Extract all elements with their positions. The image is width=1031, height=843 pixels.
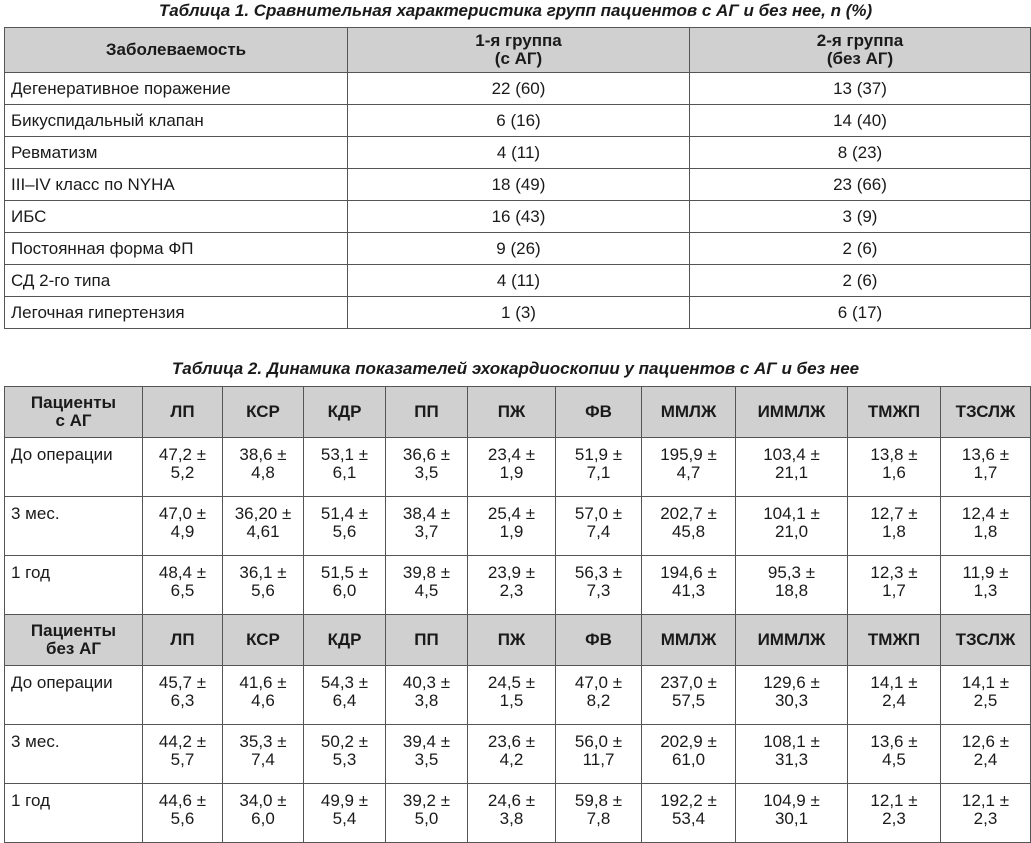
morbidity-name: Легочная гипертензия [5, 297, 348, 329]
header-group1-sub: (с АГ) [494, 49, 543, 68]
mean-value: 59,8 ± [574, 791, 623, 810]
value-cell [468, 666, 556, 725]
mean-value: 24,6 ± [487, 791, 536, 810]
group-title-line2: с АГ [55, 411, 92, 430]
sd-value: 4,61 [246, 522, 280, 541]
column-header: ТЗСЛЖ [941, 387, 1031, 438]
sd-value: 5,0 [414, 809, 439, 828]
group-title-line2: без АГ [45, 639, 102, 658]
echo-dynamics-table [4, 386, 1031, 843]
row-label: 1 год [5, 784, 143, 843]
value-cell [556, 497, 642, 556]
value-cell [386, 784, 468, 843]
sd-value: 4,2 [499, 750, 524, 769]
value-cell [304, 438, 386, 497]
mean-value: 195,9 ± [660, 445, 717, 464]
value-cell [143, 438, 223, 497]
sd-value: 57,5 [671, 691, 706, 710]
sd-value: 4,5 [882, 750, 906, 769]
mean-value: 13,6 ± [870, 732, 918, 751]
mean-value: 48,4 ± [158, 563, 207, 582]
sd-value: 7,4 [586, 522, 611, 541]
sd-value: 31,3 [774, 750, 809, 769]
mean-value: 47,0 ± [158, 504, 207, 523]
value-cell [736, 438, 848, 497]
sd-value: 18,8 [774, 581, 809, 600]
value-cell [304, 666, 386, 725]
sd-value: 5,6 [251, 581, 275, 600]
mean-value: 25,4 ± [487, 504, 536, 523]
header-group2 [690, 28, 1031, 73]
sd-value: 5,7 [170, 750, 195, 769]
value-cell [223, 497, 304, 556]
column-header: ТМЖП [848, 615, 941, 666]
value-cell [941, 725, 1031, 784]
column-header: КСР [223, 387, 304, 438]
column-header: КСР [223, 615, 304, 666]
column-header: ФВ [556, 387, 642, 438]
mean-value: 12,1 ± [870, 791, 918, 810]
mean-value: 38,6 ± [239, 445, 287, 464]
sd-value: 1,9 [499, 463, 524, 482]
sd-value: 6,3 [170, 691, 195, 710]
value-cell [386, 725, 468, 784]
mean-value: 45,7 ± [158, 673, 207, 692]
group-title [5, 387, 143, 438]
mean-value: 50,2 ± [320, 732, 369, 751]
column-header: ПЖ [468, 615, 556, 666]
sd-value: 6,4 [332, 691, 357, 710]
value-cell [736, 497, 848, 556]
column-header: ПП [386, 387, 468, 438]
table-row [5, 265, 1031, 297]
table2-caption: Таблица 2. Динамика показателей эхокардиоскопии у пациентов с АГ и без нее [171, 359, 860, 378]
morbidity-name: Дегенеративное поражение [5, 73, 348, 105]
value-cell [223, 666, 304, 725]
morbidity-name: Постоянная форма ФП [5, 233, 348, 265]
group2-value: 6 (17) [690, 297, 1031, 329]
sd-value: 1,7 [882, 581, 906, 600]
header-group1 [348, 28, 690, 73]
group-title [5, 615, 143, 666]
mean-value: 34,0 ± [239, 791, 287, 810]
group1-value: 9 (26) [348, 233, 690, 265]
sd-value: 21,0 [774, 522, 809, 541]
table-row [5, 105, 1031, 137]
mean-value: 108,1 ± [763, 732, 820, 751]
sd-value: 1,5 [499, 691, 524, 710]
sd-value: 61,0 [671, 750, 706, 769]
sd-value: 2,4 [973, 750, 998, 769]
sd-value: 5,6 [170, 809, 195, 828]
group2-value: 13 (37) [690, 73, 1031, 105]
value-cell [386, 666, 468, 725]
mean-value: 51,5 ± [320, 563, 369, 582]
sd-value: 3,8 [499, 809, 524, 828]
mean-value: 41,6 ± [239, 673, 287, 692]
mean-value: 49,9 ± [320, 791, 369, 810]
value-cell [941, 497, 1031, 556]
value-cell [736, 784, 848, 843]
mean-value: 38,4 ± [402, 504, 451, 523]
mean-value: 53,1 ± [320, 445, 369, 464]
morbidity-name: Бикуспидальный клапан [5, 105, 348, 137]
value-cell [143, 666, 223, 725]
mean-value: 39,8 ± [402, 563, 451, 582]
mean-value: 51,9 ± [574, 445, 623, 464]
sd-value: 6,5 [170, 581, 195, 600]
value-cell [848, 666, 941, 725]
value-cell [642, 556, 736, 615]
sd-value: 7,8 [586, 809, 611, 828]
value-cell [848, 556, 941, 615]
row-label: До операции [5, 438, 143, 497]
value-cell [642, 438, 736, 497]
sd-value: 6,0 [332, 581, 357, 600]
value-cell [468, 556, 556, 615]
column-header: КДР [304, 615, 386, 666]
table-row [5, 73, 1031, 105]
table-row [5, 297, 1031, 329]
morbidity-name: Ревматизм [5, 137, 348, 169]
value-cell [223, 784, 304, 843]
mean-value: 13,6 ± [961, 445, 1010, 464]
mean-value: 36,20 ± [234, 504, 292, 523]
mean-value: 12,3 ± [870, 563, 918, 582]
mean-value: 44,2 ± [158, 732, 207, 751]
group1-value: 6 (16) [348, 105, 690, 137]
sd-value: 3,5 [414, 750, 439, 769]
column-header: ИММЛЖ [736, 387, 848, 438]
value-cell [941, 784, 1031, 843]
sd-value: 53,4 [671, 809, 706, 828]
mean-value: 44,6 ± [158, 791, 207, 810]
group2-value: 14 (40) [690, 105, 1031, 137]
mean-value: 12,4 ± [961, 504, 1010, 523]
table-row [5, 497, 1031, 556]
sd-value: 5,2 [170, 463, 195, 482]
value-cell [143, 556, 223, 615]
sd-value: 4,9 [170, 522, 195, 541]
mean-value: 95,3 ± [767, 563, 816, 582]
value-cell [736, 725, 848, 784]
value-cell [941, 438, 1031, 497]
sd-value: 2,5 [973, 691, 998, 710]
sd-value: 5,3 [332, 750, 357, 769]
mean-value: 23,6 ± [487, 732, 536, 751]
value-cell [736, 666, 848, 725]
row-label: 1 год [5, 556, 143, 615]
value-cell [848, 784, 941, 843]
value-cell [143, 497, 223, 556]
mean-value: 103,4 ± [763, 445, 820, 464]
value-cell [556, 666, 642, 725]
value-cell [386, 556, 468, 615]
mean-value: 192,2 ± [660, 791, 717, 810]
sd-value: 8,2 [586, 691, 611, 710]
row-label: До операции [5, 666, 143, 725]
mean-value: 14,1 ± [961, 673, 1010, 692]
sd-value: 5,4 [332, 809, 357, 828]
mean-value: 47,0 ± [574, 673, 623, 692]
comparison-table [4, 27, 1031, 329]
group-header-row [5, 615, 1031, 666]
mean-value: 35,3 ± [239, 732, 287, 751]
sd-value: 1,8 [973, 522, 998, 541]
column-header: ТЗСЛЖ [941, 615, 1031, 666]
group1-value: 4 (11) [348, 137, 690, 169]
value-cell [304, 725, 386, 784]
value-cell [304, 556, 386, 615]
table-row [5, 725, 1031, 784]
sd-value: 4,5 [414, 581, 439, 600]
value-cell [223, 725, 304, 784]
table-row [5, 666, 1031, 725]
mean-value: 23,4 ± [487, 445, 536, 464]
table2-body [5, 387, 1031, 843]
value-cell [143, 784, 223, 843]
value-cell [223, 556, 304, 615]
table-row [5, 201, 1031, 233]
group-header-row [5, 387, 1031, 438]
sd-value: 3,8 [414, 691, 439, 710]
value-cell [304, 497, 386, 556]
mean-value: 237,0 ± [660, 673, 717, 692]
sd-value: 6,1 [332, 463, 357, 482]
value-cell [468, 497, 556, 556]
value-cell [468, 725, 556, 784]
value-cell [223, 438, 304, 497]
mean-value: 12,6 ± [961, 732, 1010, 751]
mean-value: 36,1 ± [239, 563, 287, 582]
group1-value: 18 (49) [348, 169, 690, 201]
column-header: ИММЛЖ [736, 615, 848, 666]
group1-value: 22 (60) [348, 73, 690, 105]
mean-value: 194,6 ± [660, 563, 717, 582]
value-cell [941, 556, 1031, 615]
group-title-line1: Пациенты [30, 621, 117, 640]
group1-value: 4 (11) [348, 265, 690, 297]
mean-value: 39,4 ± [402, 732, 451, 751]
sd-value: 1,9 [499, 522, 524, 541]
value-cell [642, 666, 736, 725]
value-cell [736, 556, 848, 615]
table-row [5, 137, 1031, 169]
table1-caption: Таблица 1. Сравнительная характеристика групп пациентов с АГ и без нее, n (%) [158, 1, 873, 20]
mean-value: 12,7 ± [870, 504, 918, 523]
sd-value: 1,6 [882, 463, 906, 482]
group2-value: 2 (6) [690, 265, 1031, 297]
header-morbidity: Заболеваемость [5, 28, 348, 73]
column-header: ММЛЖ [642, 615, 736, 666]
group1-value: 16 (43) [348, 201, 690, 233]
table1-body [5, 73, 1031, 329]
table-row [5, 233, 1031, 265]
sd-value: 11,7 [582, 750, 615, 769]
mean-value: 11,9 ± [962, 563, 1009, 582]
sd-value: 1,7 [973, 463, 998, 482]
column-header: ЛП [143, 615, 223, 666]
mean-value: 104,1 ± [763, 504, 820, 523]
table-row [5, 556, 1031, 615]
mean-value: 39,2 ± [402, 791, 451, 810]
mean-value: 202,9 ± [660, 732, 717, 751]
mean-value: 56,3 ± [574, 563, 623, 582]
mean-value: 104,9 ± [763, 791, 820, 810]
value-cell [468, 784, 556, 843]
morbidity-name: СД 2-го типа [5, 265, 348, 297]
mean-value: 54,3 ± [320, 673, 369, 692]
header-group1-title: 1-я группа [475, 31, 562, 50]
value-cell [642, 725, 736, 784]
group2-value: 2 (6) [690, 233, 1031, 265]
column-header: ФВ [556, 615, 642, 666]
sd-value: 41,3 [671, 581, 706, 600]
sd-value: 7,3 [586, 581, 611, 600]
value-cell [386, 497, 468, 556]
row-label: 3 мес. [5, 497, 143, 556]
sd-value: 7,4 [251, 750, 275, 769]
value-cell [468, 438, 556, 497]
sd-value: 4,8 [251, 463, 275, 482]
table-row [5, 169, 1031, 201]
mean-value: 129,6 ± [763, 673, 820, 692]
sd-value: 6,0 [251, 809, 275, 828]
sd-value: 1,8 [882, 522, 906, 541]
value-cell [848, 438, 941, 497]
mean-value: 56,0 ± [574, 732, 623, 751]
header-group2-title: 2-я группа [816, 31, 904, 50]
mean-value: 24,5 ± [487, 673, 536, 692]
mean-value: 51,4 ± [320, 504, 369, 523]
sd-value: 3,5 [414, 463, 439, 482]
group1-value: 1 (3) [348, 297, 690, 329]
group-title-line1: Пациенты [30, 393, 117, 412]
sd-value: 5,6 [332, 522, 357, 541]
mean-value: 12,1 ± [961, 791, 1010, 810]
group2-value: 3 (9) [690, 201, 1031, 233]
value-cell [556, 725, 642, 784]
sd-value: 2,3 [499, 581, 524, 600]
mean-value: 202,7 ± [660, 504, 717, 523]
value-cell [848, 497, 941, 556]
column-header: КДР [304, 387, 386, 438]
morbidity-name: ИБС [5, 201, 348, 233]
sd-value: 4,6 [251, 691, 275, 710]
mean-value: 23,9 ± [487, 563, 536, 582]
sd-value: 2,3 [973, 809, 998, 828]
sd-value: 30,3 [774, 691, 809, 710]
table1-header-row [5, 28, 1031, 73]
column-header: ММЛЖ [642, 387, 736, 438]
column-header: ЛП [143, 387, 223, 438]
sd-value: 30,1 [774, 809, 809, 828]
sd-value: 1,3 [973, 581, 998, 600]
value-cell [642, 784, 736, 843]
value-cell [556, 784, 642, 843]
mean-value: 36,6 ± [402, 445, 451, 464]
mean-value: 47,2 ± [158, 445, 207, 464]
column-header: ТМЖП [848, 387, 941, 438]
value-cell [143, 725, 223, 784]
value-cell [556, 556, 642, 615]
value-cell [941, 666, 1031, 725]
value-cell [556, 438, 642, 497]
row-label: 3 мес. [5, 725, 143, 784]
sd-value: 7,1 [586, 463, 611, 482]
sd-value: 21,1 [774, 463, 809, 482]
group2-value: 23 (66) [690, 169, 1031, 201]
table-row [5, 784, 1031, 843]
mean-value: 14,1 ± [870, 673, 918, 692]
value-cell [386, 438, 468, 497]
mean-value: 57,0 ± [574, 504, 623, 523]
header-group2-sub: (без АГ) [826, 49, 894, 68]
value-cell [642, 497, 736, 556]
sd-value: 3,7 [414, 522, 439, 541]
value-cell [304, 784, 386, 843]
table-row [5, 438, 1031, 497]
column-header: ПП [386, 615, 468, 666]
mean-value: 13,8 ± [870, 445, 918, 464]
morbidity-name: III–IV класс по NYHA [5, 169, 348, 201]
sd-value: 2,3 [882, 809, 906, 828]
group2-value: 8 (23) [690, 137, 1031, 169]
sd-value: 2,4 [882, 691, 906, 710]
value-cell [848, 725, 941, 784]
mean-value: 40,3 ± [402, 673, 451, 692]
sd-value: 4,7 [676, 463, 701, 482]
column-header: ПЖ [468, 387, 556, 438]
sd-value: 45,8 [671, 522, 706, 541]
